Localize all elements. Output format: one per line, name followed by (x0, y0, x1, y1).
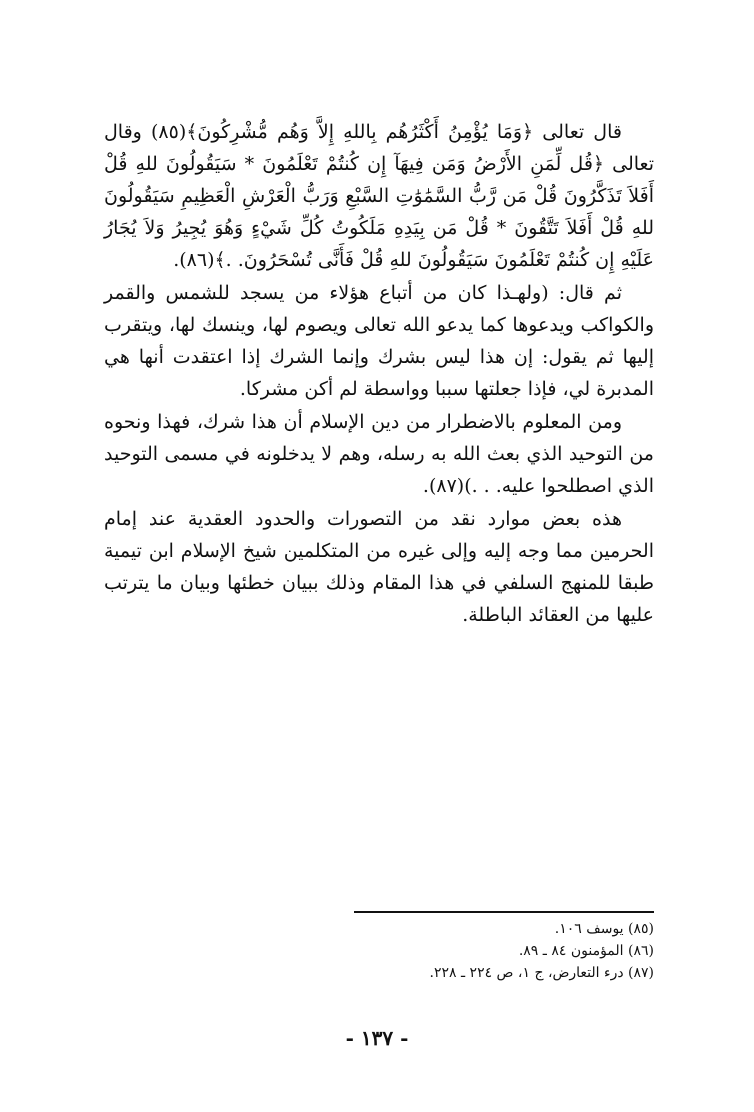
paragraph-tawhid: ومن المعلوم بالاضطرار من دين الإسلام أن هذا شرك، فهذا ونحوه من التوحيد الذي بعث الله به رسله، وهم لا يدخلونه في مسمى التوحيد الذي اصطلحوا عليه. . .)(٨٧). (104, 411, 654, 497)
footnote-87: (٨٧) درء التعارض، ج ١، ص ٢٢٤ ـ ٢٢٨. (429, 965, 654, 981)
paragraph-quran-quotes: قال تعالى ﴿وَمَا يُؤْمِنُ أَكْثَرُهُم بِاللهِ إِلاَّ وَهُم مُّشْرِكُونَ﴾(٨٥) وقال تعالى ﴿قُل لِّمَنِ الأَرْضُ وَمَن فِيهَآ إِن كُنتُمْ تَعْلَمُونَ * سَيَقُولُونَ للهِ قُلْ أَفَلاَ تَذَكَّرُونَ قُلْ مَن رَّبُّ السَّمَٰوَٰتِ السَّبْعِ وَرَبُّ الْعَرْشِ الْعَظِيمِ سَيَقُولُونَ للهِ قُلْ أَفَلاَ تَتَّقُونَ * قُلْ مَن بِيَدِهِ مَلَكُوتُ كُلِّ شَيْءٍ وَهُوَ يُجِيرُ وَلاَ يُجَارُ عَلَيْهِ إِن كُنتُمْ تَعْلَمُونَ سَيَقُولُونَ للهِ قُلْ فَأَنَّى تُسْحَرُونَ. .﴾(٨٦). (104, 121, 654, 271)
footnotes (300, 918, 654, 984)
footnote-divider (354, 911, 654, 913)
paragraph-ibn-taymiyyah-quote: ثم قال: (ولهـذا كان من أتباع هؤلاء من يسجد للشمس والقمر والكواكب ويدعوها كما يدعو الله تعالى ويصوم لها، وينسك لها، ويتقرب إليها ثم يقول: إن هذا ليس بشرك وإنما الشرك إذا اعتقدت أنها هي المدبرة لي، فإذا جعلتها سببا وواسطة لم أكن مشركا. (104, 282, 654, 400)
paragraph-summary: هذه بعض موارد نقد من التصورات والحدود العقدية عند إمام الحرمين مما وجه إليه وإلى غيره من المتكلمين شيخ الإسلام ابن تيمية طبقا للمنهج السلفي في هذا المقام وذلك ببيان خطئها وبيان ما يترتب عليها من العقائد الباطلة. (104, 508, 654, 626)
footnote-86: (٨٦) المؤمنون ٨٤ ـ ٨٩. (518, 943, 654, 959)
footnote-85: (٨٥) يوسف ١٠٦. (554, 921, 654, 937)
main-text (104, 116, 654, 631)
page-number: - ١٣٧ - (345, 1026, 409, 1050)
